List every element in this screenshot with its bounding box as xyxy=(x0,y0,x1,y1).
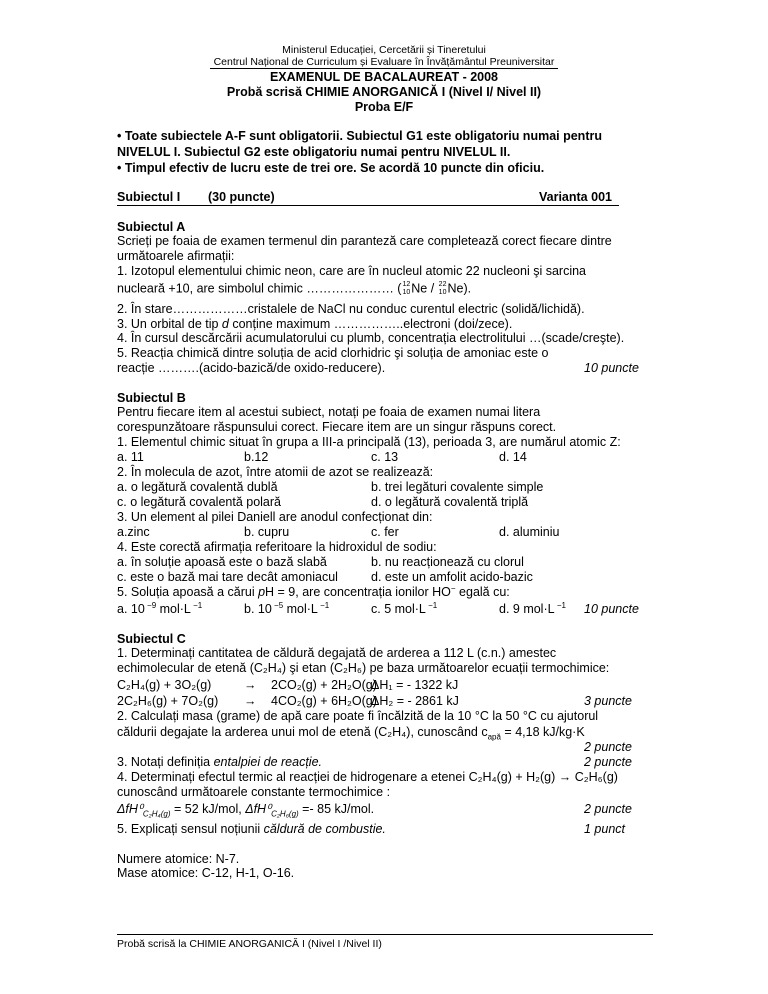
subB-q5-b: H = 9, are concentrația ionilor HO xyxy=(265,585,451,599)
header-rule xyxy=(210,68,558,69)
subA-q5b: reacție ……….(acido-bazică/de oxido-reducere). xyxy=(117,361,386,375)
subC-q5-text: 5. Explicați sensul noțiunii xyxy=(117,822,264,836)
eq1-arrow: → xyxy=(244,678,257,692)
subB-q5-a: 5. Soluția apoasă a cărui xyxy=(117,585,259,599)
subC-q1a: 1. Determinați cantitatea de căldură degajată de arderea a 112 L (c.n.) amestec xyxy=(117,646,557,660)
footer-rule xyxy=(117,934,653,935)
subB-q5-opt-c xyxy=(371,602,437,617)
subB-q1: 1. Elementul chimic situat în grupa a III-a principală (13), perioada 3, are numărul atomic Z: xyxy=(117,435,621,449)
subB-q5-c: egală cu: xyxy=(455,585,510,599)
q5b-exp: −5 xyxy=(271,600,284,610)
subB-q3-opt-b: b. cupru xyxy=(244,525,290,539)
subB-q1-opt-c: c. 13 xyxy=(371,450,399,464)
subject-rule xyxy=(117,205,619,206)
subB-q5-opt-a xyxy=(117,602,202,617)
subC-title: Subiectul C xyxy=(117,632,186,646)
subC-q4b: cunoscând următoarele constante termochimice : xyxy=(117,785,391,799)
dfh-ethane: ΔfH⁰ xyxy=(245,802,272,816)
atomic-numbers: Numere atomice: N-7. xyxy=(117,852,240,866)
q5b-unit-exp: −1 xyxy=(317,600,330,610)
subA-q1a: 1. Izotopul elementului chimic neon, care are în nucleul atomic 22 nucleoni şi sarcina xyxy=(117,264,587,278)
q5a-base: a. 10 xyxy=(117,602,145,616)
proba-title: Probă scrisă CHIMIE ANORGANICĂ I (Nivel I/ Nivel II) xyxy=(226,85,542,99)
q5a-unit: mol·L xyxy=(156,602,191,616)
subB-q2-opt-d: d. o legătură covalentă triplă xyxy=(371,495,529,509)
eq2-left: 2C₂H₆(g) + 7O₂(g) xyxy=(117,694,219,708)
subject-points: (30 puncte) xyxy=(208,190,275,204)
dfh-ethane-sub: C₂H₆(g) xyxy=(271,809,299,819)
eq2-right: 4CO₂(g) + 6H₂O(g) xyxy=(271,694,377,708)
subA-q4: 4. În cursul descărcării acumulatorului cu plumb, concentrația electrolitului …(scade/creşte). xyxy=(117,331,625,345)
subB-q5-minus: − xyxy=(450,583,456,593)
subB-q4-opt-d: d. este un amfolit acido-bazic xyxy=(371,570,533,584)
proba-ef: Proba E/F xyxy=(354,100,414,114)
subB-q2-opt-c: c. o legătură covalentă polară xyxy=(117,495,281,509)
subB-q5-p: p xyxy=(258,585,266,599)
page-footer: Probă scrisă la CHIMIE ANORGANICĂ I (Nivel I /Nivel II) xyxy=(117,938,382,950)
subB-q2-opt-a: a. o legătură covalentă dublă xyxy=(117,480,278,494)
ne-symbol-a: Ne / xyxy=(411,281,438,296)
subC-q2-points: 2 puncte xyxy=(584,740,632,754)
eq2-dh: ΔH₂ = - 2861 kJ xyxy=(371,694,459,708)
subB-q3-opt-a: a.zinc xyxy=(117,525,150,539)
subC-q2b xyxy=(117,725,585,740)
subC-q4-points: 2 puncte xyxy=(584,802,632,816)
subA-points: 10 puncte xyxy=(584,361,639,375)
q5a-unit-exp: −1 xyxy=(190,600,203,610)
q5b-unit: mol·L xyxy=(283,602,318,616)
subB-q4-opt-c: c. este o bază mai tare decât amoniacul xyxy=(117,570,338,584)
ne12-mass: 12 xyxy=(402,281,411,288)
subC-q1b: echimolecular de etenă (C₂H₄) şi etan (C₂H₆) pe baza următoarelor ecuații termochimice: xyxy=(117,661,610,675)
subA-q1b xyxy=(117,281,471,297)
subC-q2a: 2. Calculați masa (grame) de apă care poate fi încălzită de la 10 °C la 50 °C cu ajutorul xyxy=(117,709,599,723)
dfh-ethane-value: =- 85 kJ/mol. xyxy=(298,802,375,816)
subB-q1-opt-d: d. 14 xyxy=(499,450,527,464)
subC-q2-sub: apă xyxy=(487,732,501,742)
subC-q2b-text: căldurii degajate la arderea unui mol de etenă (C₂H₄), cunoscând c xyxy=(117,725,488,739)
instructions-line-3: • Timpul efectiv de lucru este de trei ore. Se acordă 10 puncte din oficiu. xyxy=(117,161,545,175)
instructions-line-2: NIVELUL I. Subiectul G2 este obligatoriu numai pentru NIVELUL II. xyxy=(117,145,511,159)
subC-q3 xyxy=(117,755,322,770)
subB-q5-opt-d xyxy=(499,602,566,617)
atomic-masses: Mase atomice: C-12, H-1, O-16. xyxy=(117,866,295,880)
subA-q3-b: conține maximum ……………..electroni (doi/zece). xyxy=(228,317,513,331)
subC-q5-italic: căldură de combustie. xyxy=(263,822,386,836)
eq2-arrow: → xyxy=(244,694,257,708)
subC-q4-constants xyxy=(117,802,374,817)
ministry-line: Ministerul Educației, Cercetării și Tineretului xyxy=(282,44,486,56)
subB-q5-opt-b xyxy=(244,602,329,617)
ne-symbol-b: Ne). xyxy=(447,281,472,296)
exam-title: EXAMENUL DE BACALAUREAT - 2008 xyxy=(269,70,499,84)
subA-intro-1: Scrieți pe foaia de examen termenul din paranteză care completează corect fiecare dintre xyxy=(117,234,612,248)
q5c-base: c. 5 mol·L xyxy=(371,602,426,616)
instructions-line-1: • Toate subiectele A-F sunt obligatorii. Subiectul G1 este obligatoriu numai pentru xyxy=(117,129,602,143)
center-line: Centrul Național de Curriculum și Evaluare în Învățământul Preuniversitar xyxy=(213,56,555,68)
eq1-left: C₂H₄(g) + 3O₂(g) xyxy=(117,678,212,692)
subA-q3 xyxy=(117,317,512,332)
dfh-ethene-value: = 52 kJ/mol, xyxy=(170,802,246,816)
eq1-right: 2CO₂(g) + 2H₂O(g) xyxy=(271,678,377,692)
variant-label: Varianta 001 xyxy=(539,190,612,204)
subC-q1-points: 3 puncte xyxy=(584,694,632,708)
subC-q2c-text: = 4,18 kJ/kg·K xyxy=(500,725,585,739)
dfh-ethene: ΔfH⁰ xyxy=(117,802,143,816)
subB-q5 xyxy=(117,585,510,600)
q5c-exp: −1 xyxy=(425,600,438,610)
subB-q3: 3. Un element al pilei Daniell are anodul confecționat din: xyxy=(117,510,433,524)
subject-label: Subiectul I xyxy=(117,190,181,204)
eq1-dh: ΔH₁ = - 1322 kJ xyxy=(371,678,459,692)
subB-q1-opt-b: b.12 xyxy=(244,450,269,464)
ne22-charge: 10 xyxy=(438,289,447,296)
subC-q5-points: 1 punct xyxy=(584,822,626,836)
subB-points: 10 puncte xyxy=(584,602,639,616)
subB-q3-opt-c: c. fer xyxy=(371,525,399,539)
subB-intro-1: Pentru fiecare item al acestui subiect, notați pe foaia de examen numai litera xyxy=(117,405,541,419)
subB-q4: 4. Este corectă afirmația referitoare la hidroxidul de sodiu: xyxy=(117,540,437,554)
subC-q4a: 4. Determinați efectul termic al reacției de hidrogenare a etenei C₂H₄(g) + H₂(g) → C₂H₆(g) xyxy=(117,770,618,784)
q5d-exp: −1 xyxy=(554,600,566,610)
subB-q4-opt-b: b. nu reacționează cu clorul xyxy=(371,555,524,569)
ne22-isotope xyxy=(439,281,447,297)
subC-q3-text: 3. Notați definiția xyxy=(117,755,214,769)
ne12-charge: 10 xyxy=(402,289,411,296)
subA-q3-d: d xyxy=(221,317,229,331)
dfh-ethene-sub: C₂H₄(g) xyxy=(142,809,171,819)
q5d-base: d. 9 mol·L xyxy=(499,602,555,616)
subA-q5a: 5. Reacția chimică dintre soluția de acid clorhidric şi soluția de amoniac este o xyxy=(117,346,549,360)
ne12-isotope xyxy=(402,281,410,297)
subC-q5 xyxy=(117,822,386,837)
subC-q3-points: 2 puncte xyxy=(584,755,632,769)
q5b-base: b. 10 xyxy=(244,602,272,616)
subA-q2: 2. În stare………………cristalele de NaCl nu conduc curentul electric (solidă/lichidă). xyxy=(117,302,585,316)
ne22-mass: 22 xyxy=(438,281,447,288)
subB-q4-opt-a: a. în soluție apoasă este o bază slabă xyxy=(117,555,327,569)
subB-title: Subiectul B xyxy=(117,391,186,405)
subA-q1b-text: nucleară +10, are simbolul chimic ………………… ( xyxy=(117,281,402,296)
q5a-exp: −9 xyxy=(144,600,157,610)
subC-q3-italic: entalpiei de reacție. xyxy=(213,755,322,769)
subB-intro-2: corespunzătoare răspunsului corect. Fiecare item are un singur răspuns corect. xyxy=(117,420,557,434)
subA-intro-2: următoarele afirmații: xyxy=(117,249,235,263)
subA-title: Subiectul A xyxy=(117,220,186,234)
subB-q3-opt-d: d. aluminiu xyxy=(499,525,560,539)
subB-q2-opt-b: b. trei legături covalente simple xyxy=(371,480,544,494)
subB-q2: 2. În molecula de azot, între atomii de azot se realizează: xyxy=(117,465,434,479)
subA-q3-a: 3. Un orbital de tip xyxy=(117,317,222,331)
subB-q1-opt-a: a. 11 xyxy=(117,450,144,464)
